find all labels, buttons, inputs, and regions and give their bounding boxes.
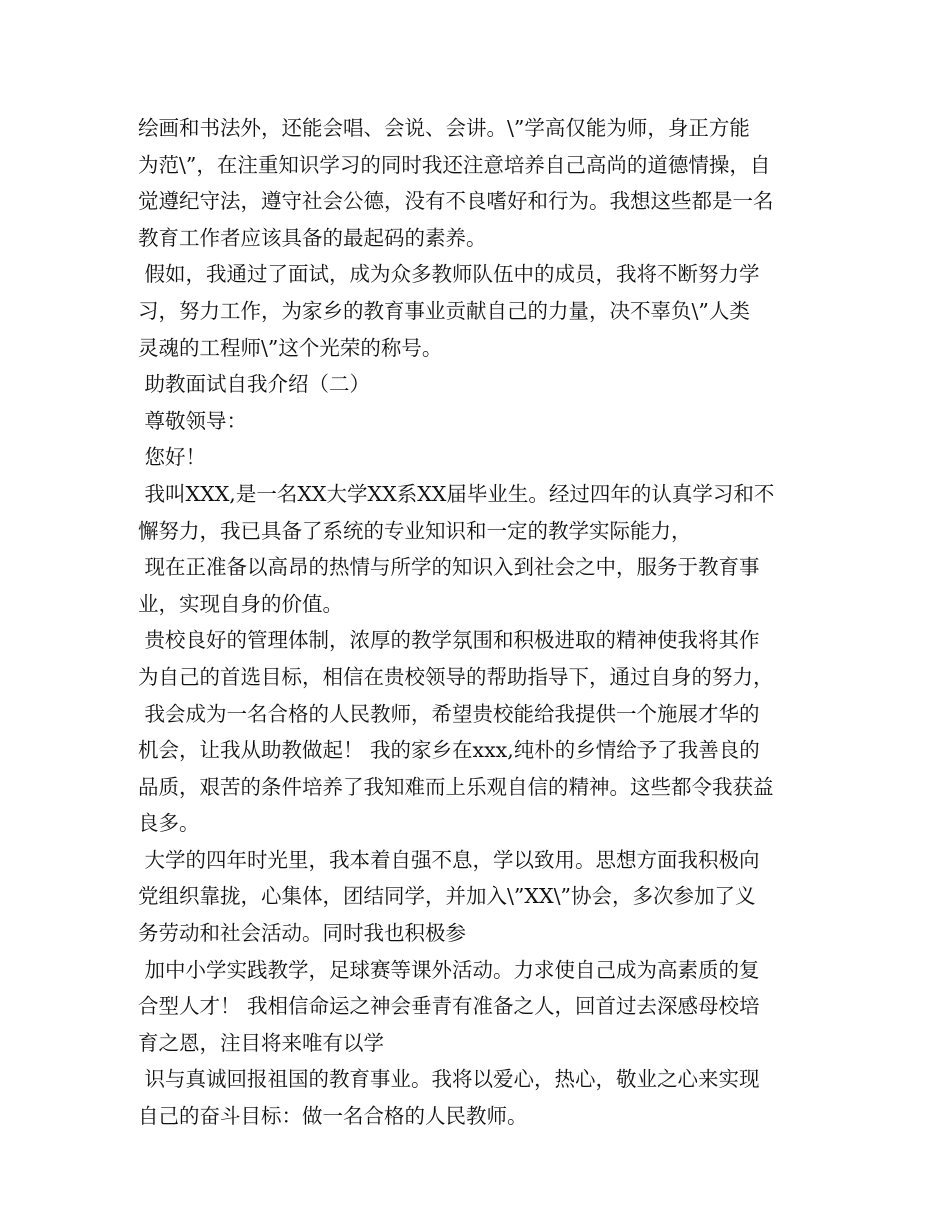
text-line: 觉遵纪守法，遵守社会公德，没有不良嗜好和行为。我想这些都是一名	[138, 189, 774, 214]
greeting: 您好！	[138, 445, 207, 470]
salutation: 尊敬领导：	[138, 408, 248, 433]
text-line: 为自己的首选目标，相信在贵校领导的帮助指导下，通过自身的努力，	[138, 664, 774, 689]
text-line: 机会，让我从助教做起！ 我的家乡在xxx,纯朴的乡情给予了我善良的	[138, 738, 760, 763]
text-line: 加中小学实践教学，足球赛等课外活动。力求使自己成为高素质的复	[138, 957, 760, 982]
text-line: 大学的四年时光里，我本着自强不息，学以致用。思想方面我积极向	[138, 847, 760, 872]
text-line: 懈努力，我已具备了系统的专业知识和一定的教学实际能力，	[138, 518, 692, 543]
text-line: 党组织靠拢，心集体，团结同学，并加入\”XX\”协会，多次参加了义	[138, 884, 756, 909]
text-line: 品质，艰苦的条件培养了我知难而上乐观自信的精神。这些都令我获益	[138, 774, 774, 799]
text-line: 良多。	[138, 811, 200, 836]
text-line: 为范\”，在注重知识学习的同时我还注意培养自己高尚的道德情操，自	[138, 152, 771, 177]
text-line: 灵魂的工程师\”这个光荣的称号。	[138, 335, 443, 360]
document-body	[138, 110, 818, 1135]
text-line: 假如，我通过了面试，成为众多教师队伍中的成员，我将不断努力学	[138, 262, 760, 287]
text-line: 我叫XXX,是一名XX大学XX系XX届毕业生。经过四年的认真学习和不	[138, 481, 775, 506]
text-line: 现在正准备以高昂的热情与所学的知识入到社会之中，服务于教育事	[138, 555, 760, 580]
text-line: 业，实现自身的价值。	[138, 591, 343, 616]
text-line: 绘画和书法外，还能会唱、会说、会讲。\”学高仅能为师，身正方能	[138, 116, 750, 140]
section-heading: 助教面试自我介绍（二）	[138, 372, 371, 397]
text-line: 贵校良好的管理体制，浓厚的教学氛围和积极进取的精神使我将其作	[138, 628, 760, 653]
text-line: 识与真诚回报祖国的教育事业。我将以爱心，热心，敬业之心来实现	[138, 1067, 760, 1092]
text-line: 合型人才！ 我相信命运之神会垂青有准备之人，回首过去深感母校培	[138, 994, 760, 1019]
text-line: 自己的奋斗目标：做一名合格的人民教师。	[138, 1104, 528, 1129]
text-line: 我会成为一名合格的人民教师，希望贵校能给我提供一个施展才华的	[138, 701, 760, 726]
text-line: 习，努力工作，为家乡的教育事业贡献自己的力量，决不辜负\”人类	[138, 298, 750, 323]
text-line: 务劳动和社会活动。同时我也积极参	[138, 921, 466, 946]
text-line: 教育工作者应该具备的最起码的素养。	[138, 225, 487, 250]
text-line: 育之恩，注目将来唯有以学	[138, 1030, 384, 1055]
